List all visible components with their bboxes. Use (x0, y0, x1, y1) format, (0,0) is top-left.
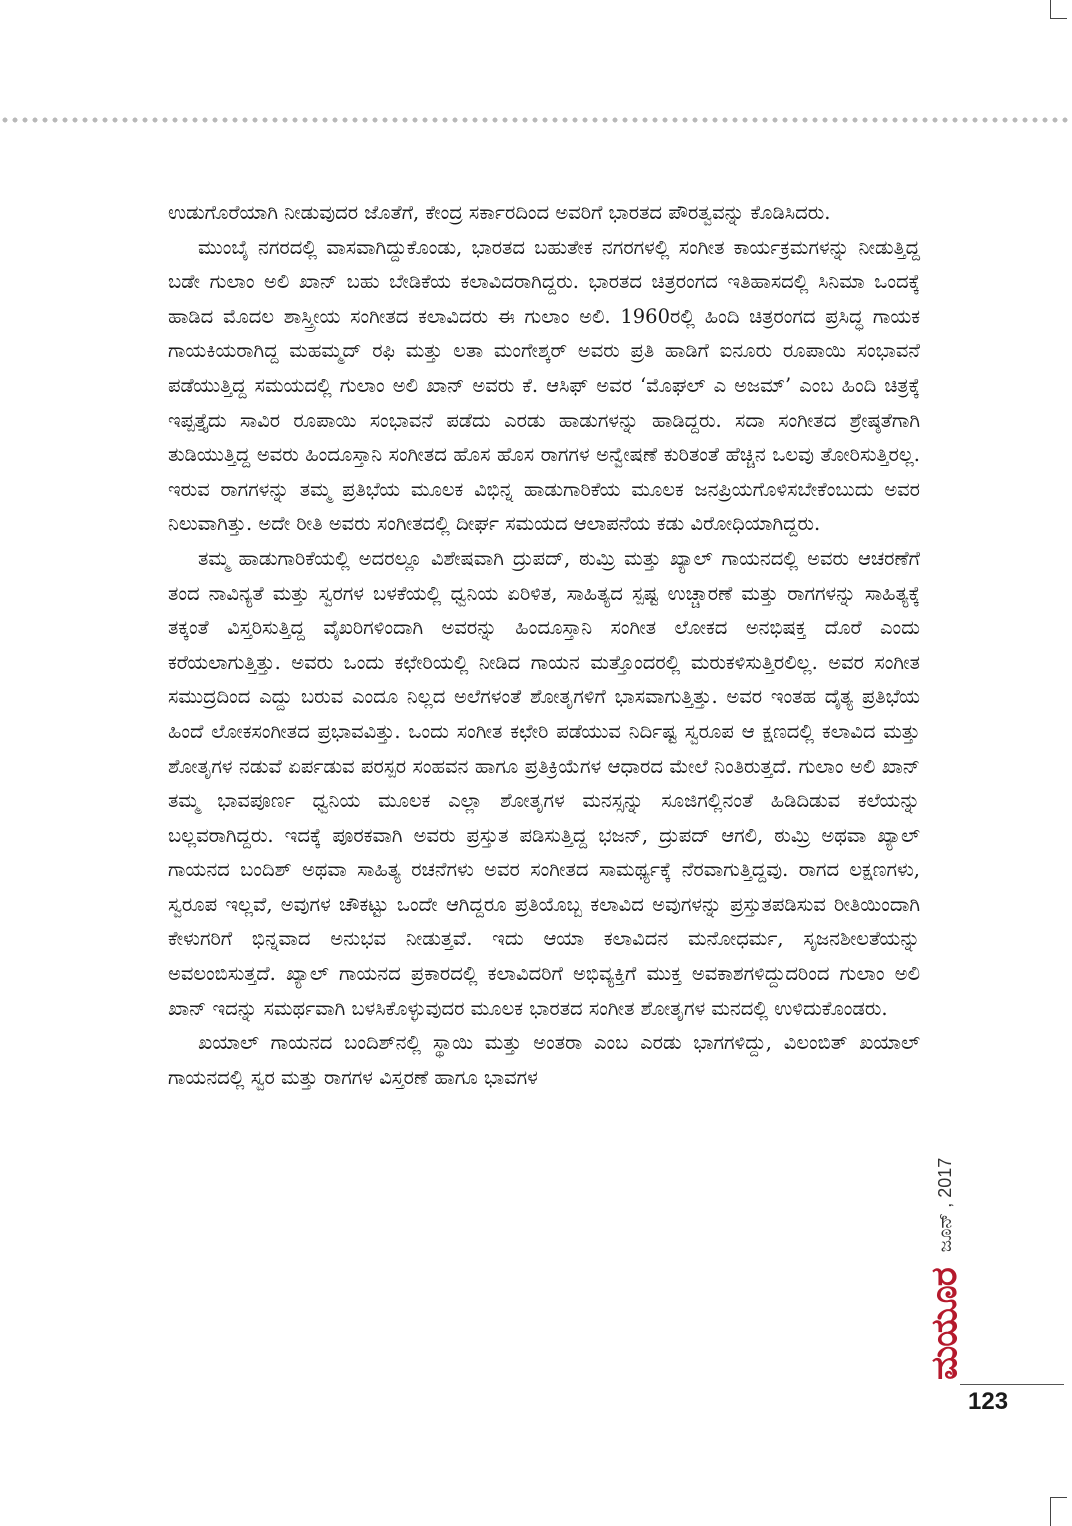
magazine-logo: ಮಯೂರ (924, 1268, 965, 1380)
paragraph-1: ಉಡುಗೊರೆಯಾಗಿ ನೀಡುವುದರ ಜೊತೆಗೆ, ಕೇಂದ್ರ ಸರ್ಕಾರದಿಂದ ಅವರಿಗೆ ಭಾರತದ ಪೌರತ್ವವನ್ನು ಕೊಡಿಸಿದರು. (168, 201, 831, 224)
page-number: 123 (968, 1388, 1009, 1415)
article-body (168, 196, 920, 1095)
issue-date: ಜೂನ್ , 2017 (934, 1157, 955, 1253)
paragraph-4: ಖಯಾಲ್ ಗಾಯನದ ಬಂದಿಶ್‌ನಲ್ಲಿ ಸ್ಥಾಯಿ ಮತ್ತು ಅಂತರಾ ಎಂಬ ಎರಡು ಭಾಗಗಳಿದ್ದು, ವಿಲಂಬಿತ್ ಖಯಾಲ್ ಗಾಯನದಲ್ಲಿ ಸ್ವರ ಮತ್ತು ರಾಗಗಳ ವಿಸ್ತರಣೆ ಹಾಗೂ ಭಾವಗಳ (168, 1031, 920, 1089)
page-number-rule (960, 1384, 1064, 1385)
magazine-sidebar (924, 1157, 965, 1380)
crop-mark-bottom (1050, 1497, 1067, 1526)
crop-mark-top (1050, 0, 1067, 19)
paragraph-2: ಮುಂಬೈ ನಗರದಲ್ಲಿ ವಾಸವಾಗಿದ್ದುಕೊಂಡು, ಭಾರತದ ಬಹುತೇಕ ನಗರಗಳಲ್ಲಿ ಸಂಗೀತ ಕಾರ್ಯಕ್ರಮಗಳನ್ನು ನೀಡುತ್ತಿದ್ದ ಬಡೇ ಗುಲಾಂ ಅಲಿ ಖಾನ್ ಬಹು ಬೇಡಿಕೆಯ ಕಲಾವಿದರಾಗಿದ್ದರು. ಭಾರತದ ಚಿತ್ರರಂಗದ ಇತಿಹಾಸದಲ್ಲಿ ಸಿನಿಮಾ ಒಂದಕ್ಕೆ ಹಾಡಿದ ಮೊದಲ ಶಾಸ್ತ್ರೀಯ ಸಂಗೀತದ ಕಲಾವಿದರು ಈ ಗುಲಾಂ ಅಲಿ. 1960ರಲ್ಲಿ ಹಿಂದಿ ಚಿತ್ರರಂಗದ ಪ್ರಸಿದ್ಧ ಗಾಯಕ ಗಾಯಕಿಯರಾಗಿದ್ದ ಮಹಮ್ಮದ್ ರಫಿ ಮತ್ತು ಲತಾ ಮಂಗೇಶ್ಕರ್ ಅವರು ಪ್ರತಿ ಹಾಡಿಗೆ ಐನೂರು ರೂಪಾಯಿ ಸಂಭಾವನೆ ಪಡೆಯುತ್ತಿದ್ದ ಸಮಯದಲ್ಲಿ ಗುಲಾಂ ಅಲಿ ಖಾನ್ ಅವರು ಕೆ. ಆಸಿಫ್ ಅವರ ‘ಮೊಘಲ್ ಎ ಅಜಮ್’ ಎಂಬ ಹಿಂದಿ ಚಿತ್ರಕ್ಕೆ ಇಪ್ಪತ್ತೈದು ಸಾವಿರ ರೂಪಾಯಿ ಸಂಭಾವನೆ ಪಡೆದು ಎರಡು ಹಾಡುಗಳನ್ನು ಹಾಡಿದ್ದರು. ಸದಾ ಸಂಗೀತದ ಶ್ರೇಷ್ಠತೆಗಾಗಿ ತುಡಿಯುತ್ತಿದ್ದ ಅವರು ಹಿಂದೂಸ್ತಾನಿ ಸಂಗೀತದ ಹೊಸ ಹೊಸ ರಾಗಗಳ ಅನ್ವೇಷಣೆ ಕುರಿತಂತೆ ಹೆಚ್ಚಿನ ಒಲವು ತೋರಿಸುತ್ತಿರಲ್ಲ. ಇರುವ ರಾಗಗಳನ್ನು ತಮ್ಮ ಪ್ರತಿಭೆಯ ಮೂಲಕ ವಿಭಿನ್ನ ಹಾಡುಗಾರಿಕೆಯ ಮೂಲಕ ಜನಪ್ರಿಯಗೊಳಿಸಬೇಕೆಂಬುದು ಅವರ ನಿಲುವಾಗಿತ್ತು. ಅದೇ ರೀತಿ ಅವರು ಸಂಗೀತದಲ್ಲಿ ದೀರ್ಘ ಸಮಯದ ಆಲಾಪನೆಯ ಕಡು ವಿರೋಧಿಯಾಗಿದ್ದರು. (168, 235, 920, 536)
dotted-divider (0, 116, 1072, 124)
paragraph-3: ತಮ್ಮ ಹಾಡುಗಾರಿಕೆಯಲ್ಲಿ ಅದರಲ್ಲೂ ವಿಶೇಷವಾಗಿ ದ್ರುಪದ್, ಠುಮ್ರಿ ಮತ್ತು ಖ್ಯಾಲ್ ಗಾಯನದಲ್ಲಿ ಅವರು ಆಚರಣೆಗೆ ತಂದ ನಾವಿನ್ಯತೆ ಮತ್ತು ಸ್ವರಗಳ ಬಳಕೆಯಲ್ಲಿ ಧ್ವನಿಯ ಏರಿಳಿತ, ಸಾಹಿತ್ಯದ ಸ್ಪಷ್ಟ ಉಚ್ಚಾರಣೆ ಮತ್ತು ರಾಗಗಳನ್ನು ಸಾಹಿತ್ಯಕ್ಕೆ ತಕ್ಕಂತೆ ವಿಸ್ತರಿಸುತ್ತಿದ್ದ ವೈಖರಿಗಳಿಂದಾಗಿ ಅವರನ್ನು ಹಿಂದೂಸ್ತಾನಿ ಸಂಗೀತ ಲೋಕದ ಅನಭಿಷಕ್ತ ದೊರೆ ಎಂದು ಕರೆಯಲಾಗುತ್ತಿತ್ತು. ಅವರು ಒಂದು ಕಛೇರಿಯಲ್ಲಿ ನೀಡಿದ ಗಾಯನ ಮತ್ತೊಂದರಲ್ಲಿ ಮರುಕಳಿಸುತ್ತಿರಲಿಲ್ಲ. ಅವರ ಸಂಗೀತ ಸಮುದ್ರದಿಂದ ಎದ್ದು ಬರುವ ಎಂದೂ ನಿಲ್ಲದ ಅಲೆಗಳಂತೆ ಶೋತೃಗಳಿಗೆ ಭಾಸವಾಗುತ್ತಿತ್ತು. ಅವರ ಇಂತಹ ದೈತ್ಯ ಪ್ರತಿಭೆಯ ಹಿಂದೆ ಲೋಕಸಂಗೀತದ ಪ್ರಭಾವವಿತ್ತು. ಒಂದು ಸಂಗೀತ ಕಛೇರಿ ಪಡೆಯುವ ನಿರ್ದಿಷ್ಟ ಸ್ವರೂಪ ಆ ಕ್ಷಣದಲ್ಲಿ ಕಲಾವಿದ ಮತ್ತು ಶೋತೃಗಳ ನಡುವೆ ಏರ್ಪಡುವ ಪರಸ್ಪರ ಸಂಹವನ ಹಾಗೂ ಪ್ರತಿಕ್ರಿಯೆಗಳ ಆಧಾರದ ಮೇಲೆ ನಿಂತಿರುತ್ತದೆ. ಗುಲಾಂ ಅಲಿ ಖಾನ್ ತಮ್ಮ ಭಾವಪೂರ್ಣ ಧ್ವನಿಯ ಮೂಲಕ ಎಲ್ಲಾ ಶೋತೃಗಳ ಮನಸ್ಸನ್ನು ಸೂಜಿಗಲ್ಲಿನಂತೆ ಹಿಡಿದಿಡುವ ಕಲೆಯನ್ನು ಬಲ್ಲವರಾಗಿದ್ದರು. ಇದಕ್ಕೆ ಪೂರಕವಾಗಿ ಅವರು ಪ್ರಸ್ತುತ ಪಡಿಸುತ್ತಿದ್ದ ಭಜನ್, ದ್ರುಪದ್ ಆಗಲಿ, ಠುಮ್ರಿ ಅಥವಾ ಖ್ಯಾಲ್ ಗಾಯನದ ಬಂದಿಶ್ ಅಥವಾ ಸಾಹಿತ್ಯ ರಚನೆಗಳು ಅವರ ಸಂಗೀತದ ಸಾಮರ್ಥ್ಯಕ್ಕೆ ನೆರವಾಗುತ್ತಿದ್ದವು. ರಾಗದ ಲಕ್ಷಣಗಳು, ಸ್ವರೂಪ ಇಲ್ಲವೆ, ಅವುಗಳ ಚೌಕಟ್ಟು ಒಂದೇ ಆಗಿದ್ದರೂ ಪ್ರತಿಯೊಬ್ಬ ಕಲಾವಿದ ಅವುಗಳನ್ನು ಪ್ರಸ್ತುತಪಡಿಸುವ ರೀತಿಯಿಂದಾಗಿ ಕೇಳುಗರಿಗೆ ಭಿನ್ನವಾದ ಅನುಭವ ನೀಡುತ್ತವೆ. ಇದು ಆಯಾ ಕಲಾವಿದನ ಮನೋಧರ್ಮ, ಸೃಜನಶೀಲತೆಯನ್ನು ಅವಲಂಬಿಸುತ್ತದೆ. ಖ್ಯಾಲ್ ಗಾಯನದ ಪ್ರಕಾರದಲ್ಲಿ ಕಲಾವಿದರಿಗೆ ಅಭಿವ್ಯಕ್ತಿಗೆ ಮುಕ್ತ ಅವಕಾಶಗಳಿದ್ದುದರಿಂದ ಗುಲಾಂ ಅಲಿ ಖಾನ್ ಇದನ್ನು ಸಮರ್ಥವಾಗಿ ಬಳಸಿಕೊಳ್ಳುವುದರ ಮೂಲಕ ಭಾರತದ ಸಂಗೀತ ಶೋತೃಗಳ ಮನದಲ್ಲಿ ಉಳಿದುಕೊಂಡರು. (168, 546, 920, 1020)
